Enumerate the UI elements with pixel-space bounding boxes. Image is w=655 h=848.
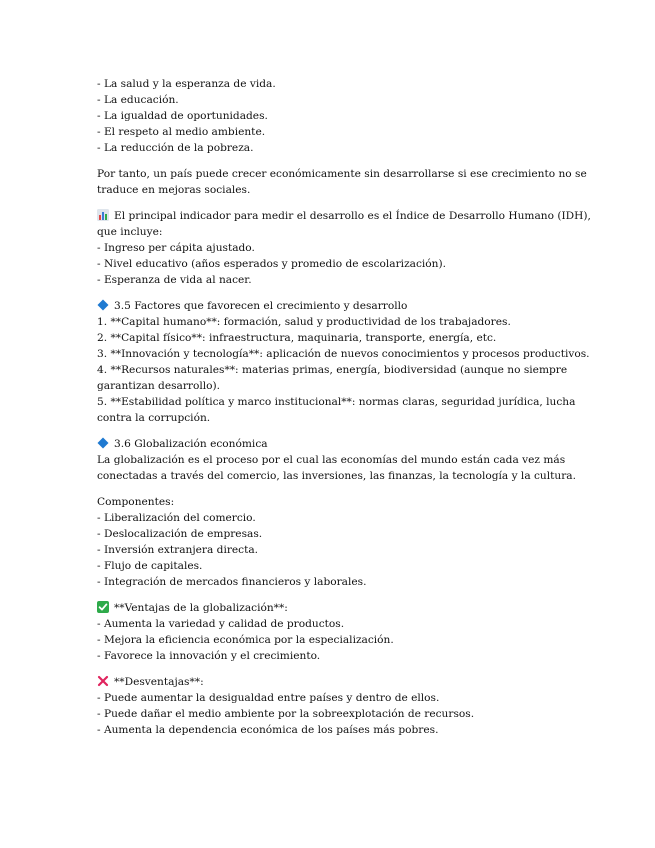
factor-line: 4. **Recursos naturales**: materias primas, energía, biodiversidad (aunque no siempre xyxy=(97,364,568,376)
list-item: - Integración de mercados financieros y laborales. xyxy=(97,576,367,588)
list-item: - Aumenta la variedad y calidad de productos. xyxy=(97,618,345,630)
list-item: - Liberalización del comercio. xyxy=(97,512,256,524)
list-item: - Puede aumentar la desigualdad entre países y dentro de ellos. xyxy=(97,692,440,704)
section-3-5 xyxy=(97,298,590,426)
list-item: - Aumenta la dependencia económica de los países más pobres. xyxy=(97,724,439,736)
list-item: - Flujo de capitales. xyxy=(97,560,203,572)
development-aspects-list xyxy=(97,76,567,156)
desventajas-block xyxy=(97,674,567,738)
factor-line: 1. **Capital humano**: formación, salud y productividad de los trabajadores. xyxy=(97,316,511,328)
paragraph-line: conectadas a través del comercio, las inversiones, las finanzas, la tecnología y la cultura. xyxy=(97,470,576,482)
section-title: 3.5 Factores que favorecen el crecimiento y desarrollo xyxy=(114,300,408,312)
list-item: - Ingreso per cápita ajustado. xyxy=(97,242,255,254)
componentes-block xyxy=(97,494,567,590)
list-item: - La igualdad de oportunidades. xyxy=(97,110,268,122)
list-item: - Inversión extranjera directa. xyxy=(97,544,259,556)
desventajas-heading: **Desventajas**: xyxy=(114,676,204,688)
list-item: - Puede dañar el medio ambiente por la sobreexplotación de recursos. xyxy=(97,708,475,720)
bar-chart-icon xyxy=(97,209,109,221)
ventajas-heading: **Ventajas de la globalización**: xyxy=(114,602,288,614)
factor-line: 3. **Innovación y tecnología**: aplicación de nuevos conocimientos y procesos productivos. xyxy=(97,348,590,360)
idh-intro-line: El principal indicador para medir el desarrollo es el Índice de Desarrollo Humano (IDH), xyxy=(114,210,591,222)
list-item: - Esperanza de vida al nacer. xyxy=(97,274,252,286)
ventajas-block xyxy=(97,600,567,664)
paragraph-line: traduce en mejoras sociales. xyxy=(97,184,251,196)
cross-mark-icon xyxy=(97,675,109,687)
blue-diamond-icon xyxy=(97,299,109,311)
document-page xyxy=(97,76,591,738)
list-item: - Favorece la innovación y el crecimiento. xyxy=(97,650,321,662)
list-item: - Deslocalización de empresas. xyxy=(97,528,263,540)
paragraph-line: La globalización es el proceso por el cual las economías del mundo están cada vez más xyxy=(97,454,566,466)
list-item: - Mejora la eficiencia económica por la especialización. xyxy=(97,634,394,646)
section-title: 3.6 Globalización económica xyxy=(114,438,268,450)
section-3-6 xyxy=(97,436,576,484)
list-item: - La reducción de la pobreza. xyxy=(97,142,254,154)
factor-line: 2. **Capital físico**: infraestructura, maquinaria, transporte, energía, etc. xyxy=(97,332,497,344)
factor-line: 5. **Estabilidad política y marco institucional**: normas claras, seguridad jurídica, lucha xyxy=(97,396,576,408)
list-item: - Nivel educativo (años esperados y promedio de escolarización). xyxy=(97,258,446,270)
list-item: - El respeto al medio ambiente. xyxy=(97,126,266,138)
list-item: - La educación. xyxy=(97,94,179,106)
paragraph-line: Por tanto, un país puede crecer económicamente sin desarrollarse si ese crecimiento no se xyxy=(97,168,587,180)
list-item: - La salud y la esperanza de vida. xyxy=(97,78,276,90)
blue-diamond-icon xyxy=(97,437,109,449)
factor-line: contra la corrupción. xyxy=(97,412,211,424)
idh-intro-line: que incluye: xyxy=(97,226,163,238)
componentes-heading: Componentes: xyxy=(97,496,175,508)
factor-line: garantizan desarrollo). xyxy=(97,380,220,392)
idh-block xyxy=(97,208,591,288)
por-tanto-paragraph xyxy=(97,166,587,198)
check-mark-icon xyxy=(97,601,109,613)
